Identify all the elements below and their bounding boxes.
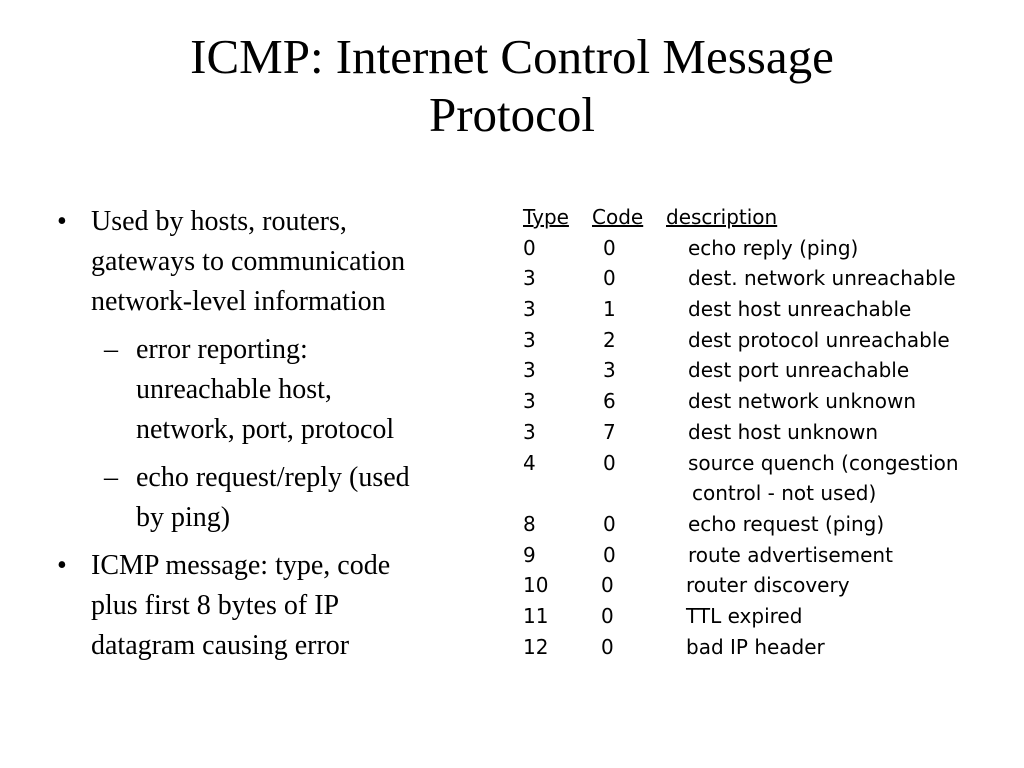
sub-bullet-text: by ping): [136, 502, 231, 533]
code-cell: 7: [603, 419, 616, 444]
code-cell: 2: [603, 327, 616, 352]
code-cell: 0: [603, 266, 616, 291]
code-cell: 0: [601, 573, 614, 598]
type-cell: 10: [523, 573, 549, 598]
sub-bullet-text: unreachable host,: [136, 374, 332, 405]
code-cell: 0: [603, 235, 616, 260]
bullet-text: ICMP message: type, code: [91, 550, 391, 581]
type-cell: 8: [523, 511, 536, 536]
sub-bullet-text: network, port, protocol: [136, 414, 395, 445]
description-cell: dest host unknown: [688, 419, 879, 444]
type-cell: 3: [523, 266, 536, 291]
code-cell: 0: [601, 634, 614, 659]
bullet-item-usage: [50, 202, 490, 322]
description-cell: dest network unknown: [688, 389, 917, 414]
description-cell: dest. network unreachable: [688, 266, 956, 291]
header-description: description: [666, 205, 778, 229]
bullet-list: [50, 202, 490, 674]
description-cell: echo request (ping): [688, 511, 885, 536]
description-cell: TTL expired: [686, 603, 803, 628]
bullet-text: gateways to communication: [91, 246, 406, 277]
bullet-marker: •: [57, 206, 67, 237]
code-cell: 0: [603, 542, 616, 567]
code-cell: 1: [603, 297, 616, 322]
type-cell: 12: [523, 634, 549, 659]
type-cell: 4: [523, 450, 536, 475]
dash-marker: –: [104, 334, 118, 365]
code-cell: 0: [603, 450, 616, 475]
description-continuation-cell: control - not used): [692, 481, 877, 506]
type-cell: 3: [523, 327, 536, 352]
type-cell: 3: [523, 389, 536, 414]
description-cell: echo reply (ping): [688, 235, 859, 260]
description-cell: route advertisement: [688, 542, 893, 567]
bullet-marker: •: [57, 550, 67, 581]
code-cell: 6: [603, 389, 616, 414]
header-code: Code: [592, 205, 644, 229]
bullet-text: plus first 8 bytes of IP: [91, 590, 340, 621]
bullet-text: Used by hosts, routers,: [91, 206, 347, 237]
dash-marker: –: [104, 462, 118, 493]
header-type: Type: [523, 205, 569, 229]
code-cell: 0: [603, 511, 616, 536]
type-cell: 3: [523, 358, 536, 383]
sub-bullet-text: echo request/reply (used: [136, 462, 410, 493]
type-cell: 0: [523, 235, 536, 260]
description-cell: dest port unreachable: [688, 358, 910, 383]
description-cell: router discovery: [686, 573, 850, 598]
code-cell: 3: [603, 358, 616, 383]
bullet-text: network-level information: [91, 286, 386, 317]
sub-bullet-echo: [50, 458, 490, 538]
type-cell: 11: [523, 603, 549, 628]
type-cell: 9: [523, 542, 536, 567]
slide-title: [0, 28, 1024, 144]
code-cell: 0: [601, 603, 614, 628]
description-cell: bad IP header: [686, 634, 825, 659]
slide-title-line-2: Protocol: [428, 87, 596, 142]
sub-bullet-text: error reporting:: [136, 334, 308, 365]
sub-bullet-error-reporting: [50, 330, 490, 450]
description-cell: dest protocol unreachable: [688, 327, 950, 352]
slide-title-line-1: ICMP: Internet Control Message: [190, 29, 834, 84]
bullet-text: datagram causing error: [91, 630, 350, 661]
bullet-item-message: [50, 546, 490, 666]
description-cell: dest host unreachable: [688, 297, 912, 322]
type-cell: 3: [523, 419, 536, 444]
type-cell: 3: [523, 297, 536, 322]
description-cell: source quench (congestion: [688, 450, 959, 475]
